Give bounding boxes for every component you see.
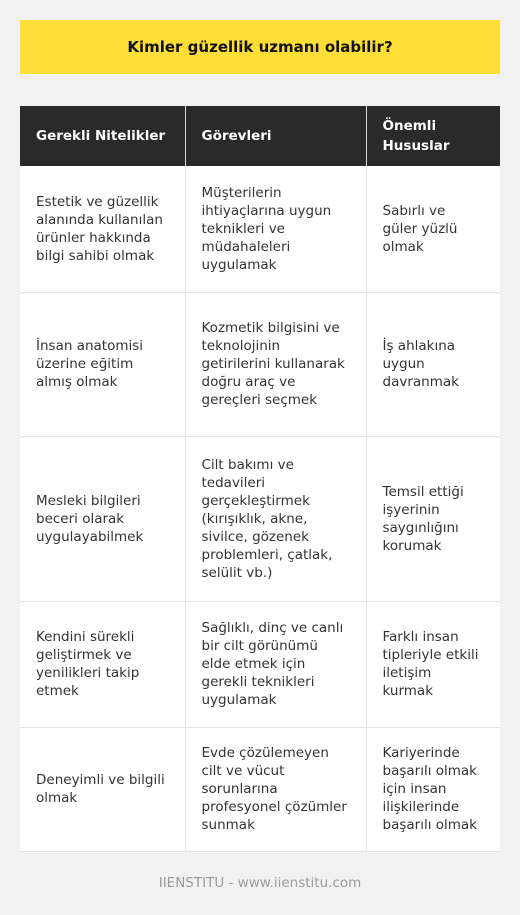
- table-cell: İş ahlakına uygun davranmak: [366, 292, 500, 436]
- column-header-considerations: Önemli Hususlar: [366, 106, 500, 166]
- table-cell: Estetik ve güzellik alanında kullanılan ürünler hakkında bilgi sahibi olmak: [20, 166, 185, 292]
- column-header-qualifications: Gerekli Nitelikler: [20, 106, 185, 166]
- table-cell: Kariyerinde başarılı olmak için insan ilişkilerinde başarılı olmak: [366, 727, 500, 851]
- table-header-row: [20, 106, 500, 166]
- table-cell: Sabırlı ve güler yüzlü olmak: [366, 166, 500, 292]
- table-cell: Kendini sürekli geliştirmek ve yenilikleri takip etmek: [20, 601, 185, 727]
- footer-credit: IIENSTITU - www.iienstitu.com: [158, 875, 362, 891]
- table-cell: İnsan anatomisi üzerine eğitim almış olmak: [20, 292, 185, 436]
- table-cell: Evde çözülemeyen cilt ve vücut sorunlarına profesyonel çözümler sunmak: [185, 727, 366, 851]
- table-cell: Mesleki bilgileri beceri olarak uygulayabilmek: [20, 436, 185, 601]
- info-table: [20, 106, 500, 852]
- table-row: [20, 601, 500, 727]
- table-row: [20, 292, 500, 436]
- table-cell: Temsil ettiği işyerinin saygınlığını korumak: [366, 436, 500, 601]
- table-cell: Farklı insan tipleriyle etkili iletişim kurmak: [366, 601, 500, 727]
- table-row: [20, 727, 500, 851]
- table-cell: Deneyimli ve bilgili olmak: [20, 727, 185, 851]
- page-title: Kimler güzellik uzmanı olabilir?: [20, 20, 500, 74]
- column-header-duties: Görevleri: [185, 106, 366, 166]
- table-cell: Sağlıklı, dinç ve canlı bir cilt görünümü elde etmek için gerekli teknikleri uygulamak: [185, 601, 366, 727]
- table-cell: Müşterilerin ihtiyaçlarına uygun teknikleri ve müdahaleleri uygulamak: [185, 166, 366, 292]
- table-cell: Cilt bakımı ve tedavileri gerçekleştirmek (kırışıklık, akne, sivilce, gözenek problemleri, çatlak, selülit vb.): [185, 436, 366, 601]
- table-row: [20, 166, 500, 292]
- table-cell: Kozmetik bilgisini ve teknolojinin getirilerini kullanarak doğru araç ve gereçleri seçmek: [185, 292, 366, 436]
- table-row: [20, 436, 500, 601]
